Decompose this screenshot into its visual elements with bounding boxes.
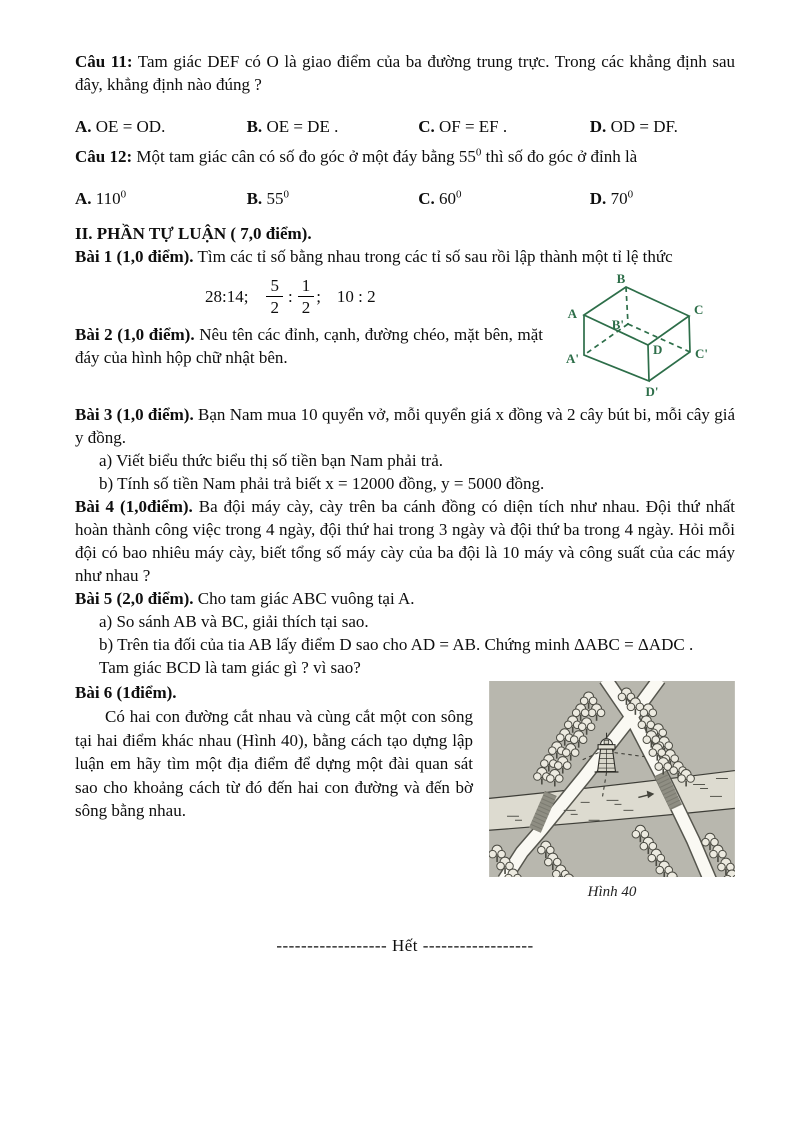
bai-5-text: Cho tam giác ABC vuông tại A. (197, 589, 415, 608)
question-12-text-post: thì số đo góc ở đỉnh là (481, 147, 638, 166)
fraction-1-2 (298, 275, 315, 318)
cuboid-hidden-edges (584, 287, 690, 355)
option-text: OD = DF. (610, 117, 678, 136)
bai-5-item-c: Tam giác BCD là tam giác gì ? vì sao? (99, 658, 361, 677)
ratio-3: 10 : 2 (336, 286, 376, 306)
bai-5-item-b-period: . (684, 635, 694, 654)
vertex-label-B: B (616, 271, 626, 286)
bai-1 (75, 245, 735, 268)
fraction-numerator: 1 (298, 275, 315, 297)
bai-5 (75, 587, 735, 610)
option-letter: A. (75, 117, 92, 136)
end-marker: ------------------ Hết ------------------ (276, 936, 534, 955)
vertex-label-A: A (567, 306, 577, 321)
superscript: 0 (475, 146, 482, 159)
bai-3-item-a: a) Viết biểu thức biểu thị số tiền bạn Nam phải trả. (99, 451, 444, 470)
superscript: 0 (120, 188, 127, 201)
option-letter: C. (418, 189, 435, 208)
option-12-b (247, 187, 419, 210)
bai-2-label: Bài 2 (1,0 điểm). (75, 325, 195, 344)
vertex-label-C2: C' (695, 346, 708, 361)
bai-2 (75, 323, 543, 369)
superscript: 0 (627, 188, 634, 201)
ratio-1: 28:14; (205, 286, 249, 306)
ratio-2 (264, 275, 320, 318)
bai-5-item-a: a) So sánh AB và BC, giải thích tại sao. (99, 612, 369, 631)
cuboid-labels (566, 271, 708, 399)
option-letter: C. (418, 117, 435, 136)
vertex-label-D: D (653, 342, 663, 357)
option-value: 70 (610, 189, 628, 208)
bai-6-text: Có hai con đường cắt nhau và cùng cắt một con sông tại hai điểm khác nhau (Hình 40), bằng cách tạo dựng lập luận em hãy tìm một địa điểm để dựng một đài quan sát sao cho khoảng cách từ đó đến hai con đường và đến bờ sông bằng nhau. (75, 707, 473, 820)
bai-6-figure-column (489, 681, 735, 904)
bai-4 (75, 495, 735, 587)
superscript: 0 (283, 188, 289, 201)
bai-3-label: Bài 3 (1,0 điểm). (75, 405, 194, 424)
question-11-options (75, 115, 735, 138)
fraction-denominator: 2 (270, 297, 279, 317)
bai-1-text: Tìm các tỉ số bằng nhau trong các tỉ số sau rồi lập thành một tỉ lệ thức (197, 247, 673, 266)
vertex-label-C: C (694, 302, 704, 317)
bai-3-item-b: b) Tính số tiền Nam phải trả biết x = 12000 đồng, y = 5000 đồng. (99, 474, 545, 493)
option-text: OE = OD. (95, 117, 166, 136)
question-12-text: Một tam giác cân có số đo góc ở một đáy bằng 55 (136, 147, 476, 166)
option-letter: B. (246, 117, 263, 136)
bai-6-block (75, 681, 735, 904)
option-12-a (75, 187, 247, 210)
vertex-label-D2: D' (645, 384, 659, 399)
option-letter: B. (246, 189, 263, 208)
bai-5-item-b (99, 633, 735, 656)
question-11-label: Câu 11: (75, 52, 133, 71)
hinh40-illustration (489, 681, 735, 877)
option-11-d (590, 115, 735, 138)
vertex-label-A2: A' (566, 351, 579, 366)
bai-6-label: Bài 6 (1điểm). (75, 683, 177, 702)
fraction-numerator: 5 (266, 275, 283, 297)
bai-4-label: Bài 4 (1,0điểm). (75, 497, 193, 516)
semicolon: ; (316, 286, 321, 306)
section-2-title-text: II. PHẦN TỰ LUẬN ( 7,0 điểm). (75, 224, 312, 243)
bai-5-item-b-text: b) Trên tia đối của tia AB lấy điểm D sao cho AD = AB. Chứng minh (99, 635, 574, 654)
fraction-denominator: 2 (301, 297, 311, 317)
superscript: 0 (455, 188, 462, 201)
question-11-text: Tam giác DEF có O là giao điểm của ba đường trung trực. Trong các khẳng định sau đây, khẳng định nào đúng ? (75, 52, 735, 94)
option-text: OF = EF . (438, 117, 508, 136)
section-2-title (75, 222, 735, 245)
option-value: 60 (438, 189, 456, 208)
option-12-c (418, 187, 590, 210)
figure-caption: Hình 40 (587, 884, 637, 900)
bai-4-text: Ba đội máy cày, cày trên ba cánh đồng có diện tích như nhau. Đội thứ nhất hoàn thành công việc trong 4 ngày, đội thứ hai trong 3 ngày và đội thứ ba trong 4 ngày. Hỏi mỗi đội có bao nhiêu máy cày, biết tổng số máy cày của ba đội là 10 máy và công suất của các máy như nhau ? (75, 497, 735, 585)
triangle-congruence-statement: ΔABC = ΔADC (573, 635, 685, 654)
cuboid-edges (584, 287, 690, 381)
option-value: 55 (266, 189, 284, 208)
bai-6-text-column (75, 681, 473, 904)
option-letter: D. (589, 117, 607, 136)
bai-5-label: Bài 5 (2,0 điểm). (75, 589, 194, 608)
question-11 (75, 50, 735, 96)
question-12-options (75, 187, 735, 210)
bai-2-text: Nêu tên các đỉnh, cạnh, đường chéo, mặt bên, mặt đáy của hình hộp chữ nhật bên. (75, 325, 543, 367)
option-11-c (418, 115, 590, 138)
option-12-d (590, 187, 735, 210)
question-12 (75, 145, 735, 168)
colon: : (287, 286, 293, 306)
cuboid-figure (561, 271, 741, 403)
vertex-label-B2: B' (611, 317, 624, 332)
option-text: OE = DE . (266, 117, 339, 136)
option-11-a (75, 115, 247, 138)
fraction-5-2 (266, 275, 283, 318)
option-value: 110 (95, 189, 121, 208)
bai-3 (75, 403, 735, 449)
option-letter: D. (589, 189, 607, 208)
question-12-label: Câu 12: (75, 147, 133, 166)
bai1-bai2-block (75, 245, 735, 399)
bai-6-label-line (75, 681, 473, 704)
option-letter: A. (75, 189, 92, 208)
bai-1-label: Bài 1 (1,0 điểm). (75, 247, 194, 266)
option-11-b (247, 115, 419, 138)
bai-3-text: Bạn Nam mua 10 quyển vở, mỗi quyển giá x đồng và 2 cây bút bi, mỗi cây giá y đồng. (75, 405, 735, 447)
